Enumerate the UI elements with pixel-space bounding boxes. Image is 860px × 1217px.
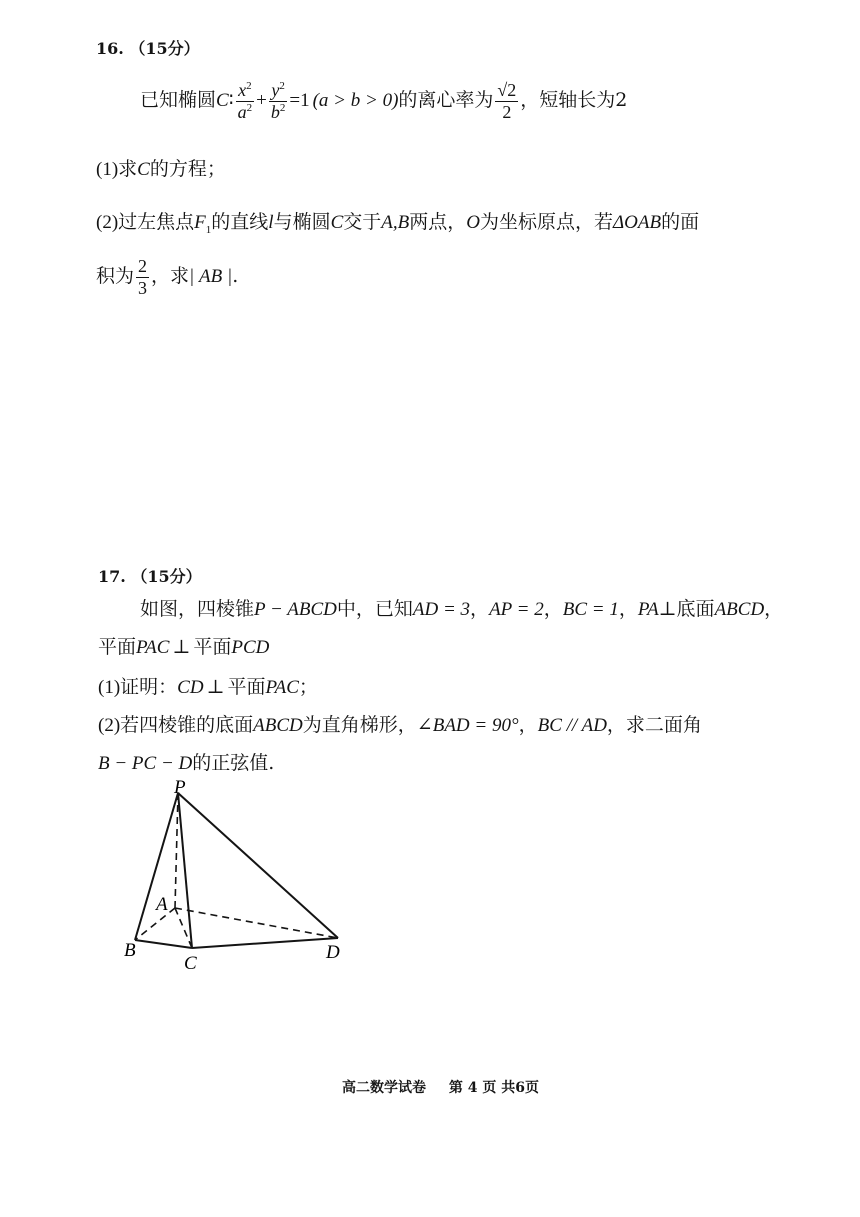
q17-part1: (1)证明：CD ⊥ 平面PAC； [98, 676, 318, 698]
edge-AD [175, 908, 338, 938]
footer-subject: 高二数学试卷 [342, 1080, 426, 1096]
edge-AB [135, 908, 175, 940]
area-fraction: $\frac{2}{3}$ [138, 255, 148, 298]
ellipse-y-term: $\frac{y^2}{b^2}$ [270, 79, 286, 122]
edge-PA [175, 793, 178, 908]
q17-header: 17. （15分） [98, 567, 202, 586]
footer-page-info: 第 4 页 共6页 [448, 1080, 539, 1096]
q16-part2-line1: (2)过左焦点$F_1$的直线l与椭圆C交于A,B两点，O为坐标原点，若ΔOAB的面 [96, 211, 700, 236]
edge-PD [178, 793, 338, 938]
q16-header: 16. （15分） [96, 39, 200, 58]
edge-BC [135, 940, 192, 948]
eccentricity-fraction: $\frac{√2}{2}$ [497, 79, 517, 122]
label-P: P [174, 777, 186, 798]
q17-part2-line1: (2)若四棱锥的底面ABCD为直角梯形，∠BAD = 90°，BC // AD，求二面角 [98, 714, 702, 736]
page-footer [342, 1077, 539, 1097]
edge-PB [135, 793, 178, 940]
edge-CD [192, 938, 338, 948]
q16-part2-line2: 积为 $\frac{2}{3}$ ，求| AB |. [96, 255, 239, 298]
q16-part1: (1)求C的方程； [96, 158, 226, 180]
q16-ellipse-statement: 已知椭圆C∶ $\frac{x^2}{a^2}$ + $\frac{y^2}{b^2}$ =1 (a > b > 0)的离心率为 $\frac{√2}{2}$ ，短轴长为2 [140, 79, 628, 122]
q17-part2-line2: B − PC − D的正弦值. [98, 752, 275, 774]
ellipse-x-term: $\frac{x^2}{a^2}$ [237, 79, 253, 122]
pyramid-figure [110, 775, 370, 975]
label-D: D [326, 942, 340, 963]
edge-PC [178, 793, 192, 948]
q17-line1: 如图，四棱锥P − ABCD中，已知AD = 3，AP = 2，BC = 1，PA⊥底面ABCD， [140, 598, 784, 620]
label-A: A [156, 894, 168, 915]
label-C: C [184, 953, 197, 974]
label-B: B [124, 940, 136, 961]
q17-line2: 平面PAC ⊥ 平面PCD [98, 636, 270, 658]
